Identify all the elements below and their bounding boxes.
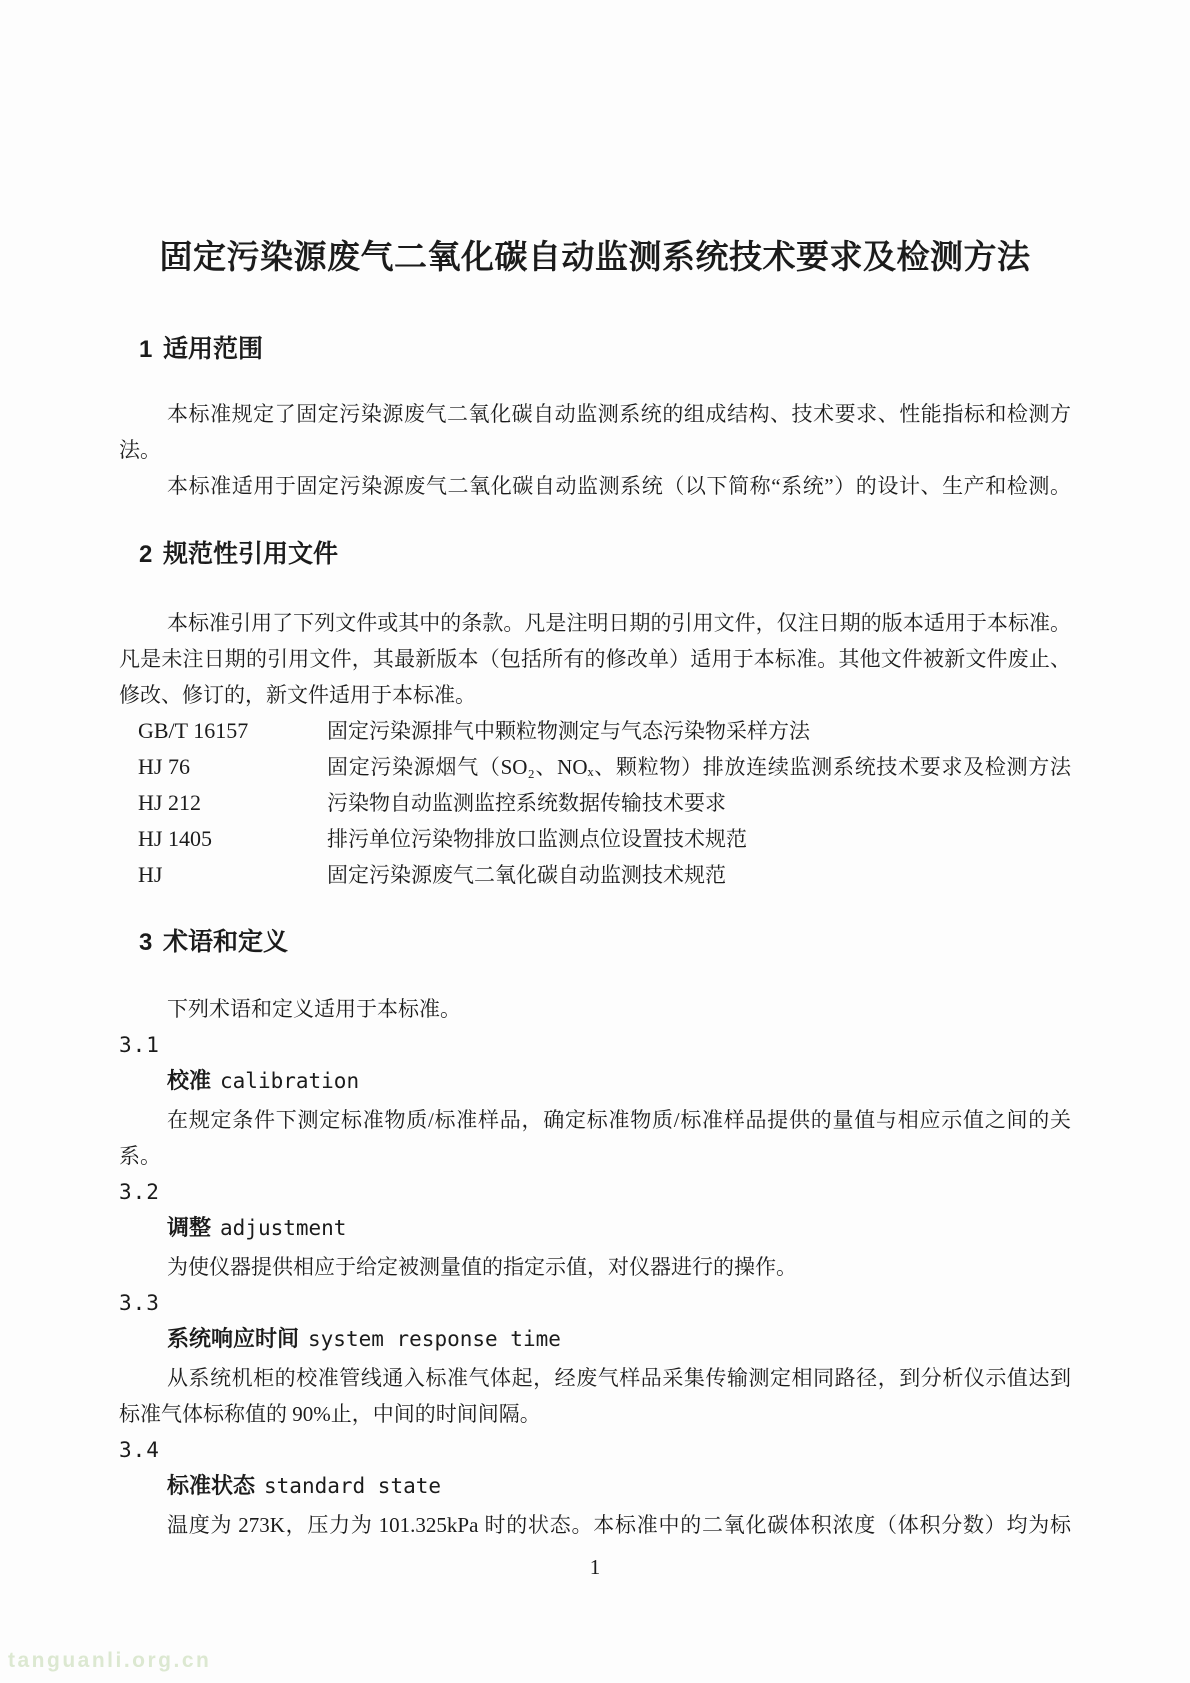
section-3-number: 3 bbox=[139, 929, 153, 956]
text-line: 标准气体标称值的 90%止，中间的时间间隔。 bbox=[119, 1402, 541, 1426]
text-line: 温度为 273K，压力为 101.325kPa 时的状态。本标准中的二氧化碳体积浓度（体积分数）均为标 bbox=[167, 1513, 1071, 1537]
reference-item bbox=[138, 857, 1071, 893]
reference-title: 排污单位污染物排放口监测点位设置技术规范 bbox=[327, 827, 747, 851]
section-3-heading bbox=[119, 926, 1071, 959]
page-number: 1 bbox=[589, 1555, 601, 1579]
section-1-number: 1 bbox=[139, 336, 153, 363]
scope-paragraph-1 bbox=[119, 396, 1071, 468]
term-definition bbox=[119, 1102, 1071, 1174]
document-title: 固定污染源废气二氧化碳自动监测系统技术要求及检测方法 bbox=[159, 238, 1031, 275]
term-heading bbox=[119, 1063, 1071, 1102]
term-en: calibration bbox=[220, 1069, 360, 1093]
term-heading bbox=[119, 1468, 1071, 1507]
reference-item bbox=[138, 713, 1071, 749]
term-zh: 标准状态 bbox=[167, 1473, 256, 1498]
section-3-title: 术语和定义 bbox=[163, 928, 289, 956]
text-line: 修改、修订的，新文件适用于本标准。 bbox=[119, 683, 476, 707]
term-number: 3.4 bbox=[119, 1438, 160, 1462]
reference-code: HJ 212 bbox=[138, 790, 201, 815]
term-definition bbox=[119, 1249, 1071, 1285]
reference-item bbox=[138, 749, 1071, 785]
reference-title: 固定污染源烟气（SO₂、NOₓ、颗粒物）排放连续监测系统技术要求及检测方法 bbox=[327, 755, 1071, 779]
text-line: 为使仪器提供相应于给定被测量值的指定示值，对仪器进行的操作。 bbox=[167, 1255, 797, 1279]
section-2-heading bbox=[119, 538, 1071, 571]
text-line: 系。 bbox=[119, 1144, 161, 1168]
term-heading bbox=[119, 1321, 1071, 1360]
reference-list bbox=[119, 713, 1071, 893]
term-definition bbox=[119, 1360, 1071, 1432]
scope-paragraph-2 bbox=[119, 468, 1071, 504]
terms-intro bbox=[119, 991, 1071, 1027]
section-2-title: 规范性引用文件 bbox=[163, 540, 339, 568]
reference-title: 污染物自动监测监控系统数据传输技术要求 bbox=[327, 791, 726, 815]
term-en: adjustment bbox=[220, 1216, 347, 1240]
term-zh: 系统响应时间 bbox=[167, 1326, 300, 1351]
term-number: 3.1 bbox=[119, 1033, 160, 1057]
term-en: system response time bbox=[308, 1327, 561, 1351]
text-line: 本标准规定了固定污染源废气二氧化碳自动监测系统的组成结构、技术要求、性能指标和检测方 bbox=[167, 402, 1071, 426]
term-number: 3.2 bbox=[119, 1180, 160, 1204]
reference-title: 固定污染源废气二氧化碳自动监测技术规范 bbox=[327, 863, 726, 887]
text-line: 下列术语和定义适用于本标准。 bbox=[167, 997, 461, 1021]
reference-item bbox=[138, 785, 1071, 821]
term-heading bbox=[119, 1210, 1071, 1249]
term-zh: 调整 bbox=[167, 1215, 212, 1240]
normative-references-paragraph bbox=[119, 605, 1071, 713]
term-en: standard state bbox=[264, 1474, 442, 1498]
term-zh: 校准 bbox=[167, 1068, 212, 1093]
section-1-heading bbox=[119, 333, 1071, 366]
watermark: tanguanli.org.cn bbox=[8, 1649, 212, 1672]
reference-code: HJ 1405 bbox=[138, 826, 212, 851]
document-content bbox=[119, 0, 1071, 1543]
text-line: 在规定条件下测定标准物质/标准样品，确定标准物质/标准样品提供的量值与相应示值之间的关 bbox=[167, 1108, 1071, 1132]
section-1-title: 适用范围 bbox=[163, 335, 264, 363]
reference-code: HJ 76 bbox=[138, 754, 190, 779]
text-line: 本标准引用了下列文件或其中的条款。凡是注明日期的引用文件，仅注日期的版本适用于本标准。 bbox=[167, 611, 1071, 635]
reference-code: GB/T 16157 bbox=[138, 718, 249, 743]
text-line: 凡是未注日期的引用文件，其最新版本（包括所有的修改单）适用于本标准。其他文件被新文件废止、 bbox=[119, 647, 1071, 671]
text-line: 本标准适用于固定污染源废气二氧化碳自动监测系统（以下简称“系统”）的设计、生产和检测。 bbox=[167, 474, 1071, 498]
reference-title: 固定污染源排气中颗粒物测定与气态污染物采样方法 bbox=[327, 719, 810, 743]
reference-code: HJ bbox=[138, 862, 163, 887]
term-definition bbox=[119, 1507, 1071, 1543]
reference-item bbox=[138, 821, 1071, 857]
text-line: 从系统机柜的校准管线通入标准气体起，经废气样品采集传输测定相同路径，到分析仪示值达到 bbox=[167, 1366, 1071, 1390]
section-2-number: 2 bbox=[139, 541, 153, 568]
text-line: 法。 bbox=[119, 438, 161, 462]
term-number: 3.3 bbox=[119, 1291, 160, 1315]
